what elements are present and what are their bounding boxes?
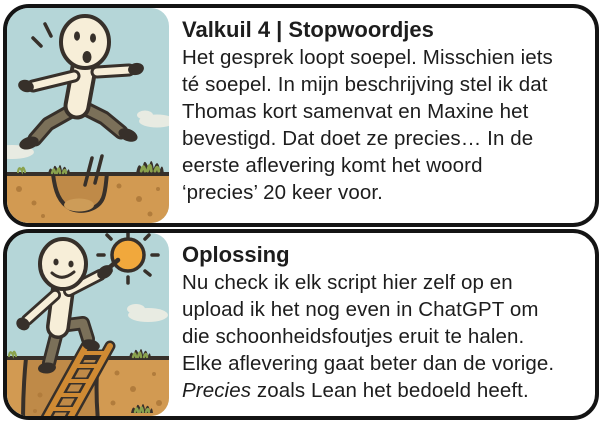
emphasized-word: Precies — [182, 379, 252, 402]
illustration-climbing-out-of-pit — [7, 233, 169, 416]
oplossing-body-line: Nu check ik elk script hier zelf op en — [182, 271, 513, 294]
oplossing-title: Oplossing — [182, 242, 290, 267]
valkuil-body-line: ‘precies’ 20 keer voor. — [182, 181, 383, 204]
valkuil-body-line: eerste aflevering komt het woord — [182, 154, 483, 177]
running-figure-scene-svg — [7, 8, 169, 223]
illustration-running-over-pit — [7, 8, 169, 223]
oplossing-body-line: upload ik het nog even in ChatGPT om — [182, 298, 539, 321]
valkuil-body-line: Het gesprek loopt soepel. Misschien iets — [182, 46, 553, 69]
climbing-figure-scene-svg — [7, 233, 169, 416]
valkuil-body-line: té soepel. In mijn beschrijving stel ik dat — [182, 73, 548, 96]
oplossing-body-line: Elke aflevering gaat beter dan de vorige. — [182, 352, 555, 375]
valkuil-text-column — [169, 8, 595, 223]
valkuil-body-line: Thomas kort samenvat en Maxine het — [182, 100, 529, 123]
oplossing-body-line-emphasis — [182, 377, 587, 404]
valkuil-body-line: bevestigd. Dat doet ze precies… In de — [182, 127, 534, 150]
card-oplossing — [3, 229, 599, 420]
card-valkuil — [3, 4, 599, 227]
valkuil-title: Valkuil 4 | Stopwoordjes — [182, 17, 434, 42]
oplossing-text-column — [169, 233, 595, 416]
last-line-rest: zoals Lean het bedoeld heeft. — [251, 379, 529, 402]
oplossing-body-line: die schoonheidsfoutjes eruit te halen. — [182, 325, 525, 348]
